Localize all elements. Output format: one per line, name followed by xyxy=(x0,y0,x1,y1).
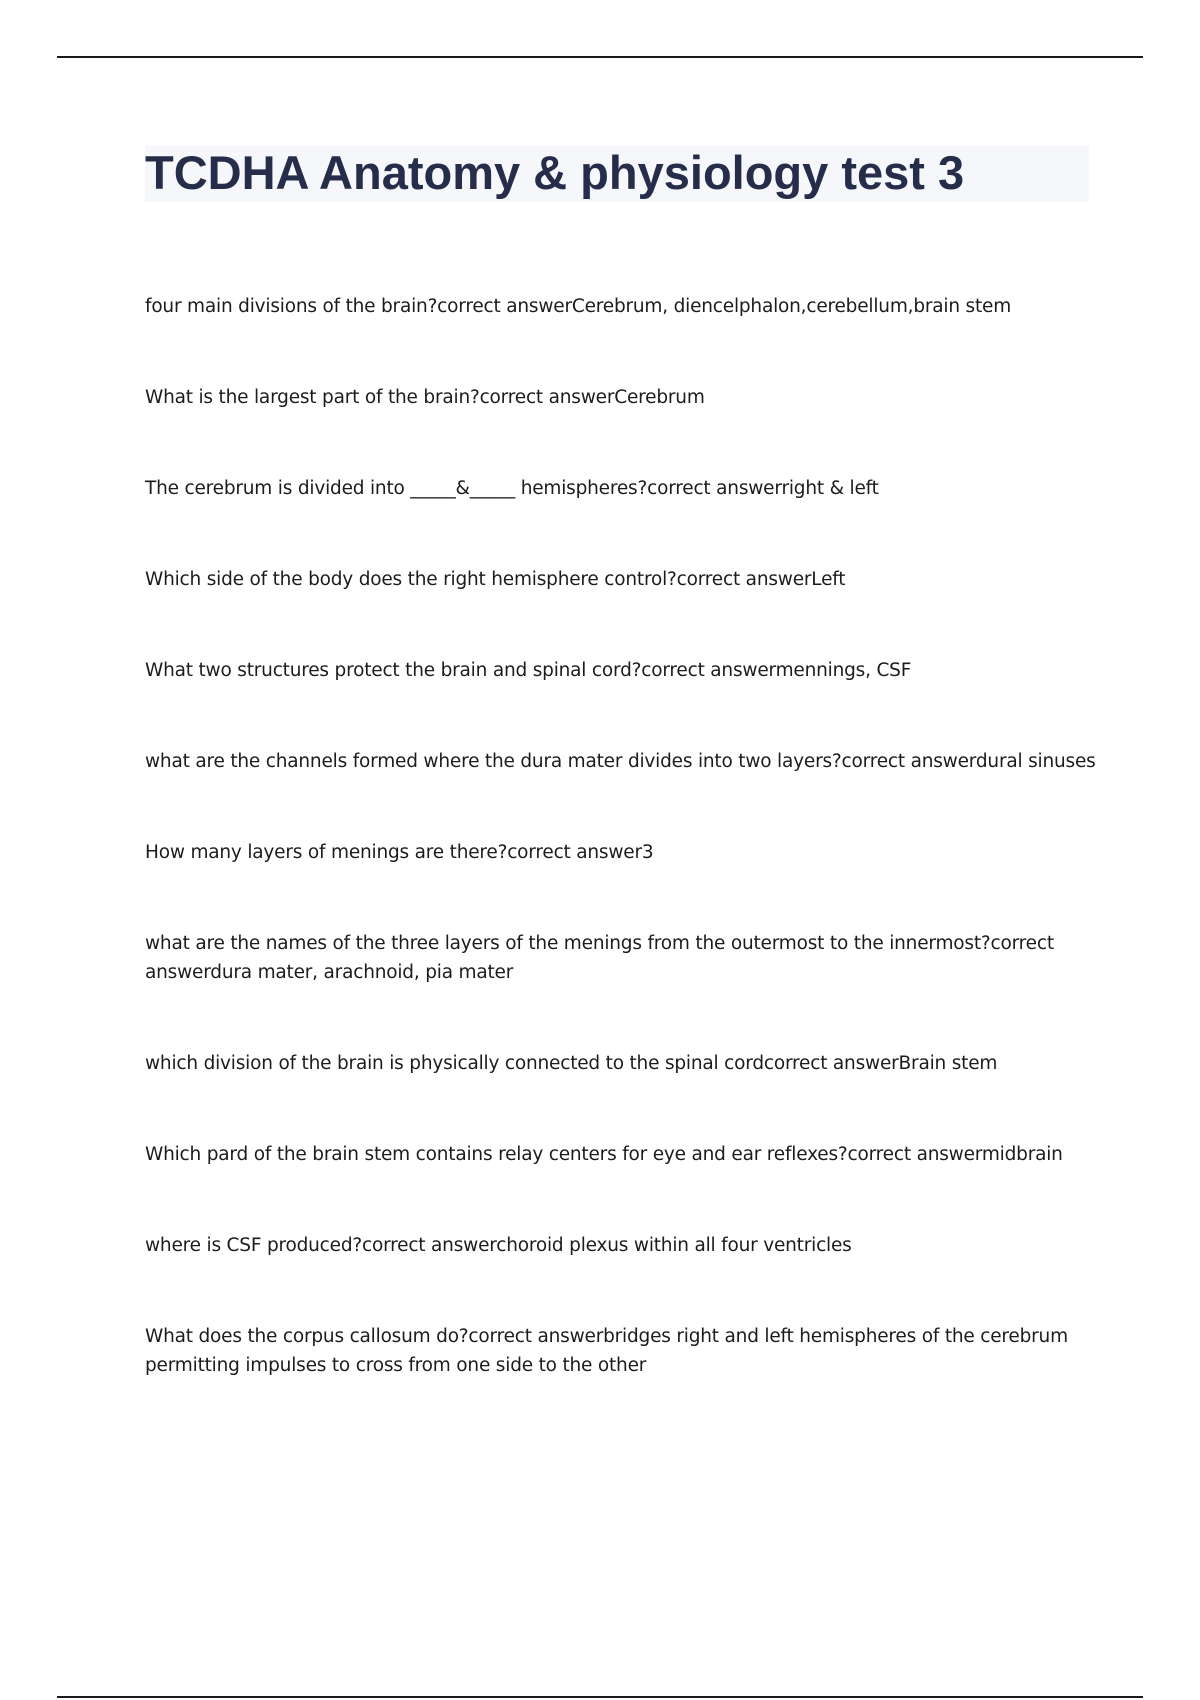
qa-item: What does the corpus callosum do?correct answerbridges right and left hemispheres of the cerebrum permitting impulses to cross from one side to the other xyxy=(145,1326,1068,1376)
document-title: TCDHA Anatomy & physiology test 3 xyxy=(145,146,965,199)
footer-rule xyxy=(57,1696,1143,1698)
qa-item: which division of the brain is physically connected to the spinal cordcorrect answerBrain stem xyxy=(145,1053,998,1074)
qa-item: What is the largest part of the brain?correct answerCerebrum xyxy=(145,387,705,408)
header-rule xyxy=(57,56,1143,58)
qa-item: what are the names of the three layers of the menings from the outermost to the innermost?correct answerdura mater, arachnoid, pia mater xyxy=(145,933,1054,983)
qa-item: The cerebrum is divided into _____&_____ hemispheres?correct answerright & left xyxy=(145,478,879,499)
qa-item: Which pard of the brain stem contains relay centers for eye and ear reflexes?correct answermidbrain xyxy=(145,1144,1063,1165)
qa-item: What two structures protect the brain and spinal cord?correct answermennings, CSF xyxy=(145,660,912,681)
qa-item: where is CSF produced?correct answerchoroid plexus within all four ventricles xyxy=(145,1235,852,1256)
qa-item: Which side of the body does the right hemisphere control?correct answerLeft xyxy=(145,569,846,590)
qa-item: How many layers of menings are there?correct answer3 xyxy=(145,842,654,863)
qa-item: four main divisions of the brain?correct answerCerebrum, diencelphalon,cerebellum,brain stem xyxy=(145,296,1012,317)
qa-item: what are the channels formed where the dura mater divides into two layers?correct answerdural sinuses xyxy=(145,751,1096,772)
